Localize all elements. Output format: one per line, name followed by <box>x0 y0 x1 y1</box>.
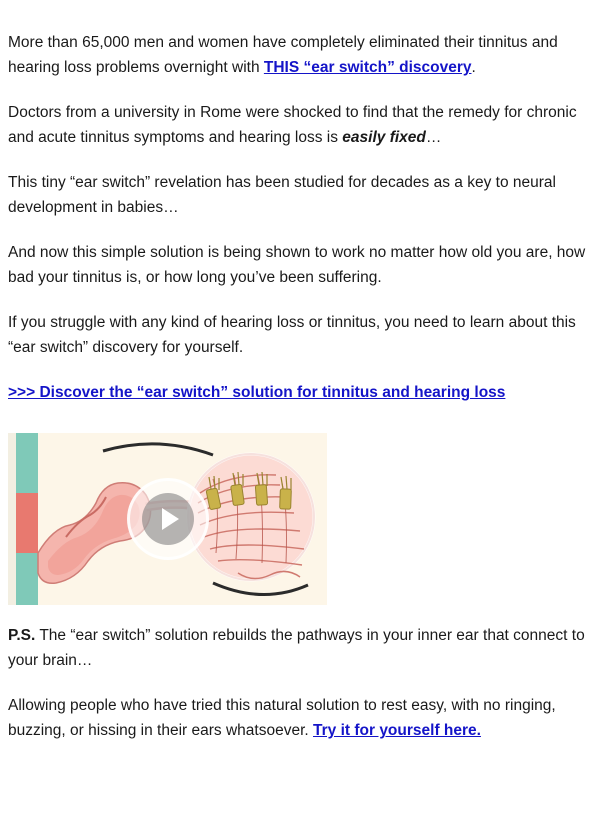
video-thumbnail[interactable] <box>8 433 327 605</box>
paragraph-doctors <box>8 100 597 150</box>
ps-label: P.S. <box>8 627 36 644</box>
paragraph-revelation: This tiny “ear switch” revelation has been studied for decades as a key to neural development in babies… <box>8 174 556 216</box>
paragraph-solution: And now this simple solution is being shown to work no matter how old you are, how bad your tinnitus is, or how long you’ve been suffering. <box>8 244 586 286</box>
cta-paragraph <box>8 380 597 405</box>
paragraph-intro <box>8 30 597 80</box>
paragraph-doctors-lead: Doctors from a university in Rome were shocked to find that the remedy for chronic and acute tinnitus symptoms and hearing loss is <box>8 104 577 146</box>
paragraph-intro-lead: More than 65,000 men and women have completely eliminated their tinnitus and hearing loss problems overnight with <box>8 34 558 76</box>
paragraph-doctors-emphasis: easily fixed <box>342 129 426 146</box>
paragraph-intro-tail: . <box>471 59 476 76</box>
try-it-link[interactable]: Try it for yourself here. <box>313 722 481 739</box>
paragraph-doctors-tail: … <box>425 129 442 146</box>
paragraph-closing <box>8 693 597 743</box>
paragraph-postscript <box>8 623 597 673</box>
play-icon <box>142 493 194 545</box>
ps-text: The “ear switch” solution rebuilds the pathways in your inner ear that connect to your brain… <box>8 627 585 669</box>
play-button[interactable] <box>127 478 209 560</box>
cta-discover-link[interactable]: >>> Discover the “ear switch” solution for tinnitus and hearing loss <box>8 384 506 401</box>
paragraph-struggle: If you struggle with any kind of hearing loss or tinnitus, you need to learn about this “ear switch” discovery for yourself. <box>8 314 576 356</box>
ear-switch-discovery-link[interactable]: THIS “ear switch” discovery <box>263 59 472 76</box>
closing-lead: Allowing people who have tried this natural solution to rest easy, with no ringing, buzzing, or hissing in their ears whatsoever. <box>8 697 556 739</box>
